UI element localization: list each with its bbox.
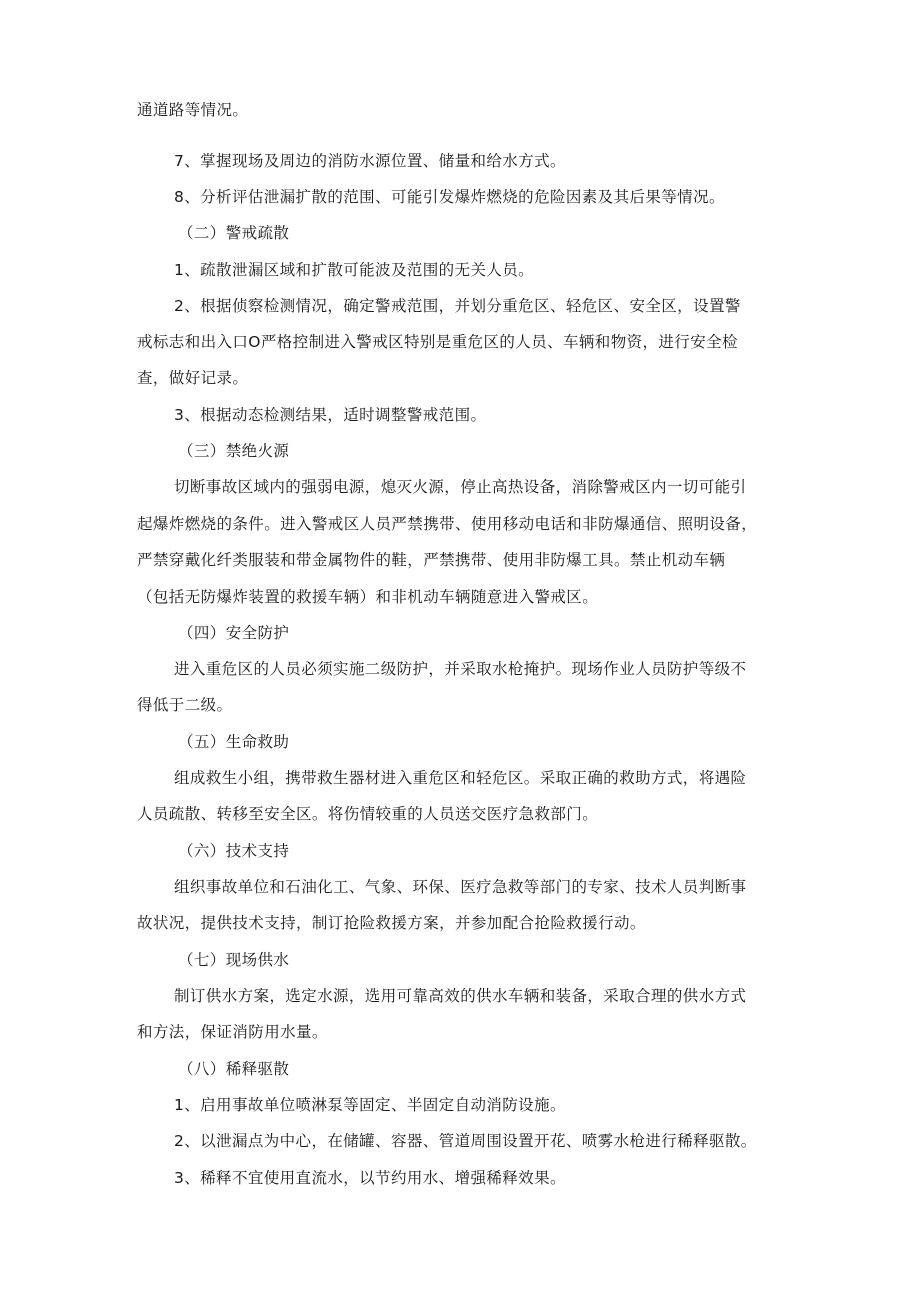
text-line: 人员疏散、转移至安全区。将伤情较重的人员送交医疗急救部门。 bbox=[137, 805, 599, 823]
section-heading: （五）生命救助 bbox=[178, 733, 290, 751]
text-line: 通道路等情况。 bbox=[137, 101, 249, 119]
text-line: 制订供水方案，选定水源，选用可靠高效的供水车辆和装备，采取合理的供水方式 bbox=[174, 987, 747, 1005]
text-line: 查，做好记录。 bbox=[137, 369, 249, 387]
text-line: （包括无防爆炸装置的救援车辆）和非机动车辆随意进入警戒区。 bbox=[137, 588, 599, 606]
text-line: 故状况，提供技术支持，制订抢险救援方案，并参加配合抢险救援行动。 bbox=[137, 914, 646, 932]
section-heading: （四）安全防护 bbox=[178, 624, 290, 642]
section-heading: （三）禁绝火源 bbox=[178, 442, 290, 460]
section-heading: （六）技术支持 bbox=[178, 842, 290, 860]
text-line: 和方法，保证消防用水量。 bbox=[137, 1023, 328, 1041]
text-line: 组织事故单位和石油化工、气象、环保、医疗急救等部门的专家、技术人员判断事 bbox=[174, 878, 747, 896]
section-heading: （七）现场供水 bbox=[178, 951, 290, 969]
text-line: 8、分析评估泄漏扩散的范围、可能引发爆炸燃烧的危险因素及其后果等情况。 bbox=[174, 188, 725, 206]
text-line: 进入重危区的人员必须实施二级防护，并采取水枪掩护。现场作业人员防护等级不 bbox=[174, 660, 747, 678]
text-line: 1、疏散泄漏区域和扩散可能波及范围的无关人员。 bbox=[174, 261, 535, 279]
text-line: 7、掌握现场及周边的消防水源位置、储量和给水方式。 bbox=[174, 152, 566, 170]
text-line: 戒标志和出入口O严格控制进入警戒区特别是重危区的人员、车辆和物资，进行安全检 bbox=[137, 333, 738, 351]
text-line: 组成救生小组，携带救生器材进入重危区和轻危区。采取正确的救助方式，将遇险 bbox=[174, 769, 747, 787]
text-line: 切断事故区域内的强弱电源，熄灭火源，停止高热设备，消除警戒区内一切可能引 bbox=[174, 478, 747, 496]
text-line: 严禁穿戴化纤类服装和带金属物件的鞋，严禁携带、使用非防爆工具。禁止机动车辆 bbox=[137, 551, 726, 569]
text-line: 3、根据动态检测结果，适时调整警戒范围。 bbox=[174, 406, 487, 424]
section-heading: （二）警戒疏散 bbox=[178, 224, 290, 242]
text-line: 起爆炸燃烧的条件。进入警戒区人员严禁携带、使用移动电话和非防爆通信、照明设备， bbox=[137, 515, 758, 533]
section-heading: （八）稀释驱散 bbox=[178, 1060, 290, 1078]
text-line: 1、启用事故单位喷淋泵等固定、半固定自动消防设施。 bbox=[174, 1096, 566, 1114]
text-line: 2、以泄漏点为中心，在储罐、容器、管道周围设置开花、喷雾水枪进行稀释驱散。 bbox=[174, 1132, 757, 1150]
text-line: 2、根据侦察检测情况，确定警戒范围，并划分重危区、轻危区、安全区，设置警 bbox=[174, 297, 741, 315]
text-line: 得低于二级。 bbox=[137, 696, 233, 714]
text-line: 3、稀释不宜使用直流水，以节约用水、增强稀释效果。 bbox=[174, 1169, 566, 1187]
